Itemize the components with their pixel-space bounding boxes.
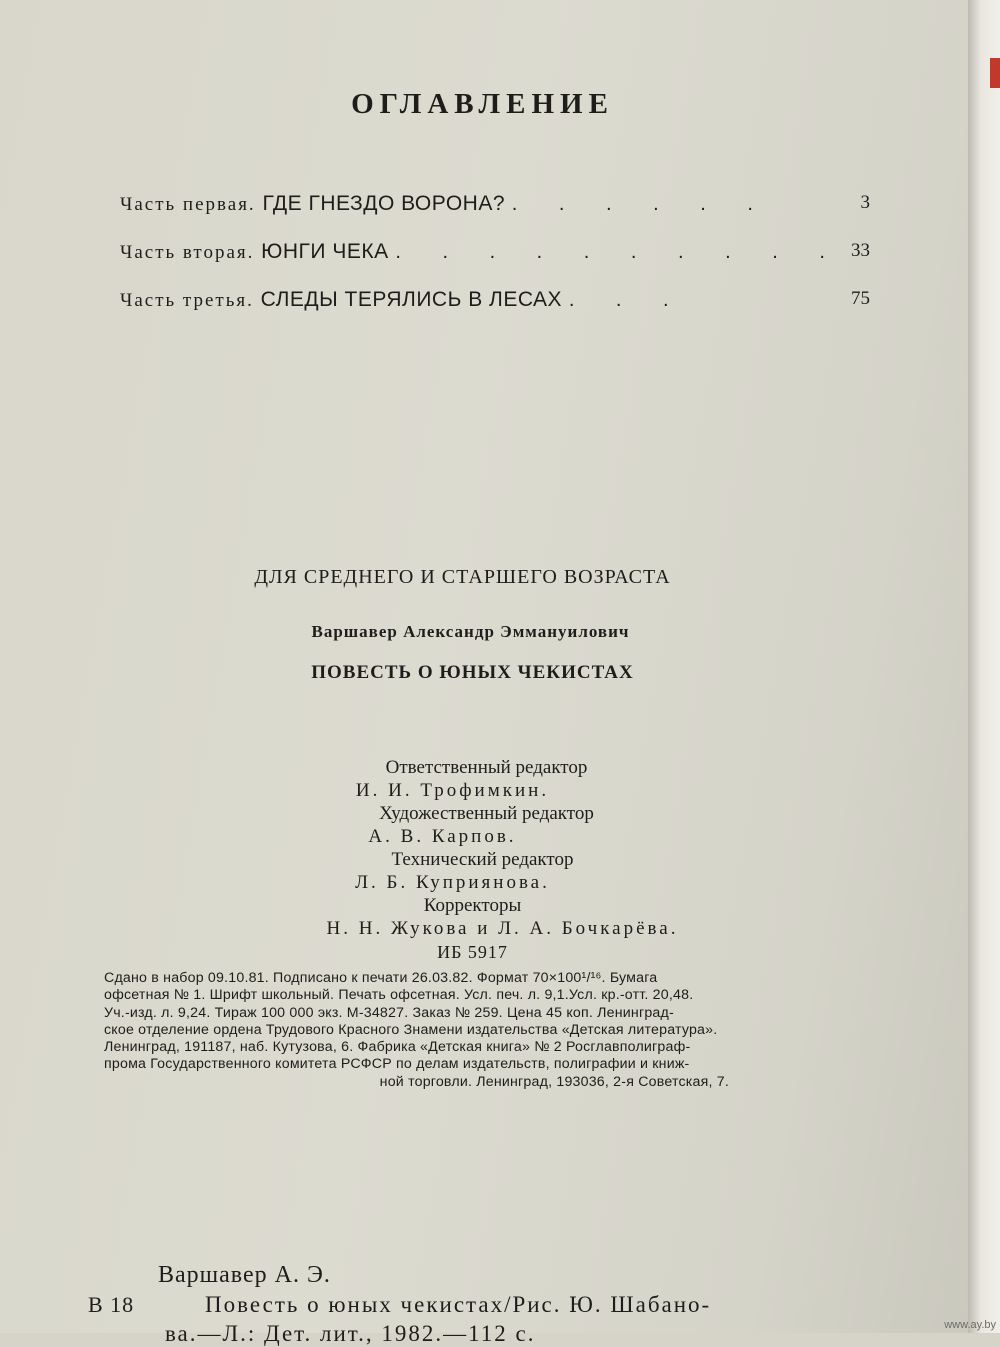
imprint-line: Уч.-изд. л. 9,24. Тираж 100 000 экз. М-34827. Заказ № 259. Цена 45 коп. Ленинград- bbox=[104, 1004, 674, 1021]
credit-role: Ответственный редактор bbox=[385, 757, 588, 778]
catalog-author: Варшавер А. Э. bbox=[158, 1262, 331, 1288]
catalog-line: Повесть о юных чекистах/Рис. Ю. Шабано- bbox=[205, 1292, 712, 1317]
credit-role: Художественный редактор bbox=[379, 803, 594, 824]
imprint-block bbox=[104, 970, 849, 1091]
toc-entry bbox=[120, 186, 870, 220]
toc-part-label: Часть вторая. bbox=[120, 242, 255, 263]
toc-chapter-name: СЛЕДЫ ТЕРЯЛИСЬ В ЛЕСАХ bbox=[260, 288, 563, 311]
toc-chapter-name: ГДЕ ГНЕЗДО ВОРОНА? bbox=[262, 192, 506, 215]
toc-part-label: Часть третья. bbox=[120, 290, 254, 311]
toc-leader-dots: . . . . . . . . . . bbox=[395, 241, 843, 263]
credit-person: И. И. Трофимкин. bbox=[355, 780, 550, 801]
toc-page-number: 33 bbox=[851, 240, 870, 261]
credit-role: Корректоры bbox=[423, 895, 522, 916]
watermark: www.ay.by bbox=[944, 1319, 996, 1331]
bookmark-ribbon bbox=[990, 58, 1000, 88]
imprint-line: офсетная № 1. Шрифт школьный. Печать офсетная. Усл. печ. л. 9,1.Усл. кр.-отт. 20,48. bbox=[104, 987, 694, 1004]
toc-page-number: 75 bbox=[851, 288, 870, 309]
ib-number: ИБ 5917 bbox=[437, 942, 508, 962]
toc-leader-dots: . . . . . . bbox=[511, 193, 771, 215]
toc-part-label: Часть первая. bbox=[120, 194, 256, 215]
toc-chapter-name: ЮНГИ ЧЕКА bbox=[261, 240, 389, 263]
audience-note: ДЛЯ СРЕДНЕГО И СТАРШЕГО ВОЗРАСТА bbox=[254, 566, 671, 588]
imprint-line: ной торговли. Ленинград, 193036, 2-я Советская, 7. bbox=[379, 1073, 729, 1090]
imprint-line: ское отделение ордена Трудового Красного Знамени издательства «Детская литература». bbox=[104, 1021, 718, 1038]
author-full-name: Варшавер Александр Эммануилович bbox=[311, 622, 630, 641]
toc-entry bbox=[120, 234, 870, 268]
credit-role: Технический редактор bbox=[391, 849, 574, 870]
toc-entry bbox=[120, 282, 870, 316]
toc-page-number: 3 bbox=[860, 192, 870, 213]
credit-person: Л. Б. Куприянова. bbox=[355, 872, 550, 893]
toc-leader-dots: . . . bbox=[568, 289, 687, 311]
book-title: ПОВЕСТЬ О ЮНЫХ ЧЕКИСТАХ bbox=[311, 662, 634, 683]
imprint-line: Ленинград, 191187, наб. Кутузова, 6. Фабрика «Детская книга» № 2 Росглавполиграф- bbox=[104, 1039, 691, 1056]
imprint-line: Сдано в набор 09.10.81. Подписано к печати 26.03.82. Формат 70×100¹/¹⁶. Бумага bbox=[104, 970, 658, 986]
credit-person: А. В. Карпов. bbox=[368, 826, 517, 847]
catalog-code: В 18 bbox=[88, 1292, 135, 1317]
toc-heading: ОГЛАВЛЕНИЕ bbox=[351, 88, 614, 120]
credit-person: Н. Н. Жукова и Л. А. Бочкарёва. bbox=[326, 918, 679, 939]
imprint-line: прома Государственного комитета РСФСР по делам издательств, полиграфии и книж- bbox=[104, 1056, 690, 1073]
catalog-line-cut: ва.—Л.: Дет. лит., 1982.—112 с. bbox=[165, 1321, 536, 1346]
page-edge bbox=[968, 0, 1000, 1333]
